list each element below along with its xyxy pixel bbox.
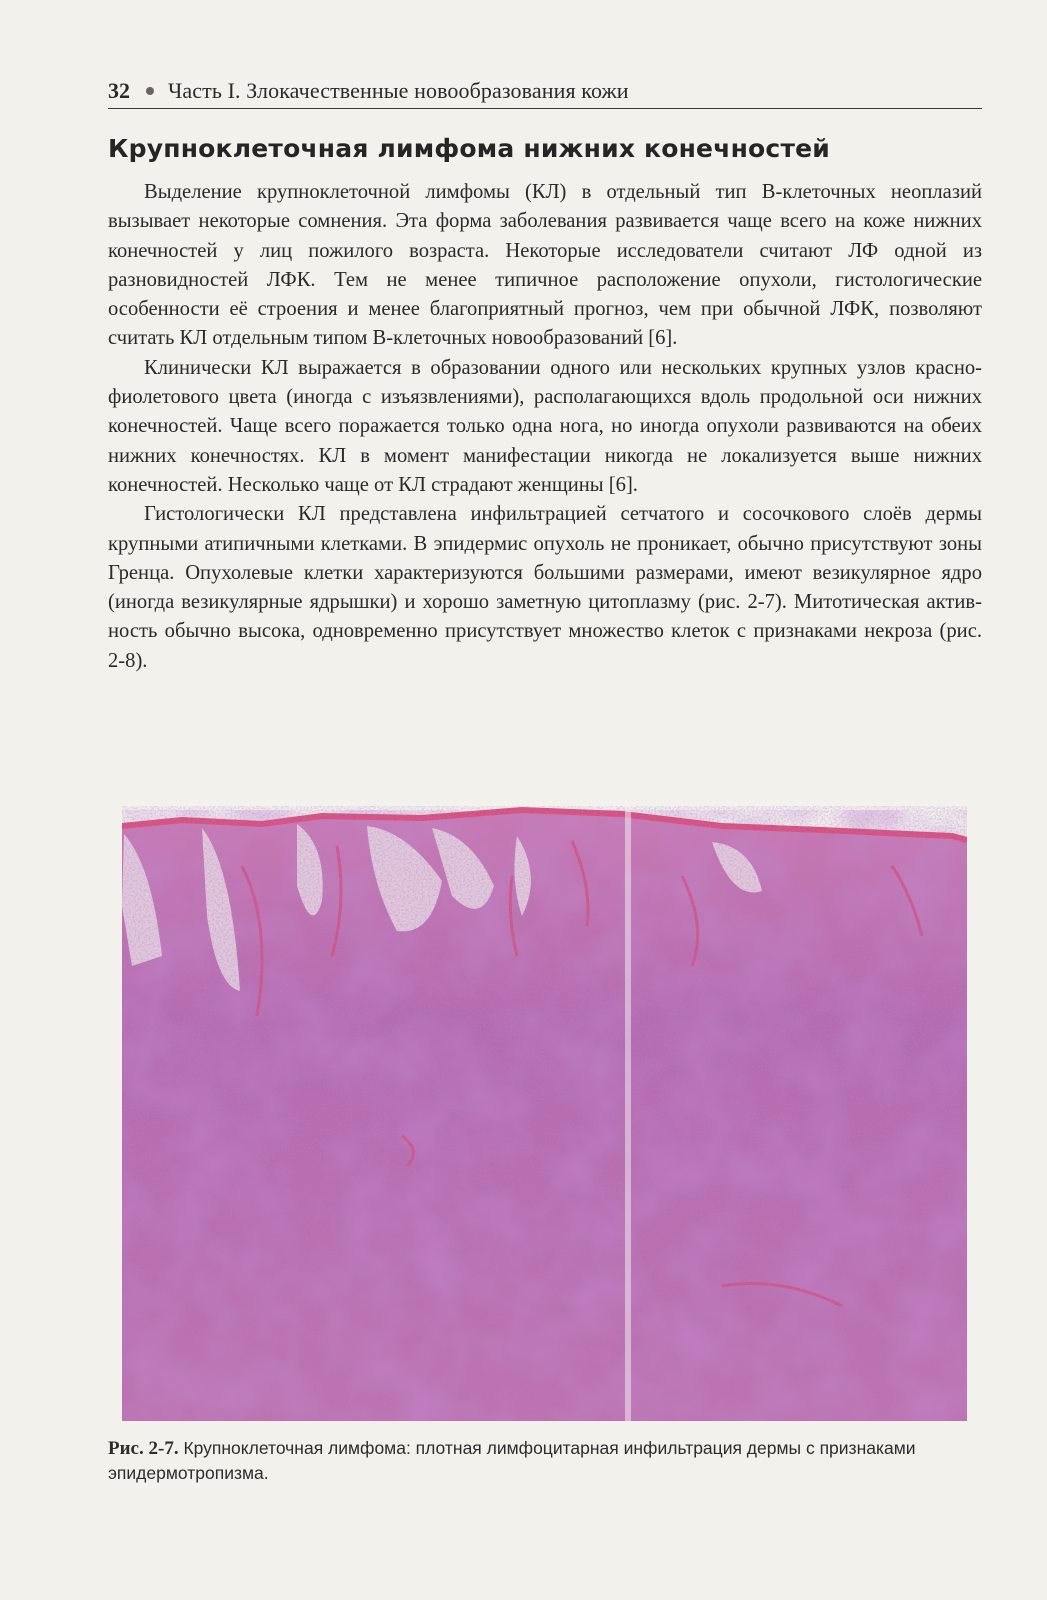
- figure-caption-text: Крупноклеточная лимфома: плотная лимфоцитарная инфильтрация дермы с признаками эпидермотропизма.: [108, 1438, 916, 1483]
- paragraph: Гистологически КЛ представлена инфильтрацией сетчатого и сосочкового слоёв дермы крупными атипичными клетками. В эпидермис опухоль не проникает, обычно присутствуют зоны Гренца. Опухолевые клетки характеризуются большими размерами, имеют везикулярное ядро (иногда везикулярные ядрышки) и хорошо заметную цитоплазму (рис. 2-7). Митотическая активность обычно высока, одновременно присутствует множество клеток с признаками некроза (рис. 2-8).: [108, 503, 982, 672]
- running-header: [108, 78, 982, 109]
- paragraph: Выделение крупноклеточной лимфомы (КЛ) в отдельный тип В-клеточных неоплазий вызывает некоторые сомнения. Эта форма заболевания развивается чаще всего на коже нижних конечностей у лиц пожилого возраста. Некоторые исследователи считают ЛФ одной из разновидностей ЛФК. Тем не менее типичное расположение опухоли, гистологические особенности её строения и менее благоприятный прогноз, чем при обычной ЛФК, позволяют считать КЛ отдельным типом В-клеточных новообразований [6].: [108, 181, 982, 350]
- running-title: Часть I. Злокачественные новообразования кожи: [168, 78, 629, 103]
- figure-label: Рис. 2-7.: [108, 1438, 179, 1459]
- figure-caption: [108, 1436, 982, 1485]
- bullet-separator-icon: [146, 87, 154, 95]
- page-number: 32: [108, 78, 130, 103]
- histology-image: [122, 806, 967, 1421]
- section-title: Крупноклеточная лимфома нижних конечностей: [108, 134, 831, 163]
- body-text: [108, 178, 982, 676]
- paragraph: Клинически КЛ выражается в образовании одного или нескольких крупных узлов красно-фиолетового цвета (иногда с изъязвлениями), располагающихся вдоль продольной оси нижних конечностей. Чаще всего поражается только одна нога, но иногда опухоли развиваются на обеих нижних конечностях. КЛ в момент манифестации никогда не локализуется выше нижних конечностей. Несколько чаще от КЛ страдают женщины [6].: [108, 356, 982, 496]
